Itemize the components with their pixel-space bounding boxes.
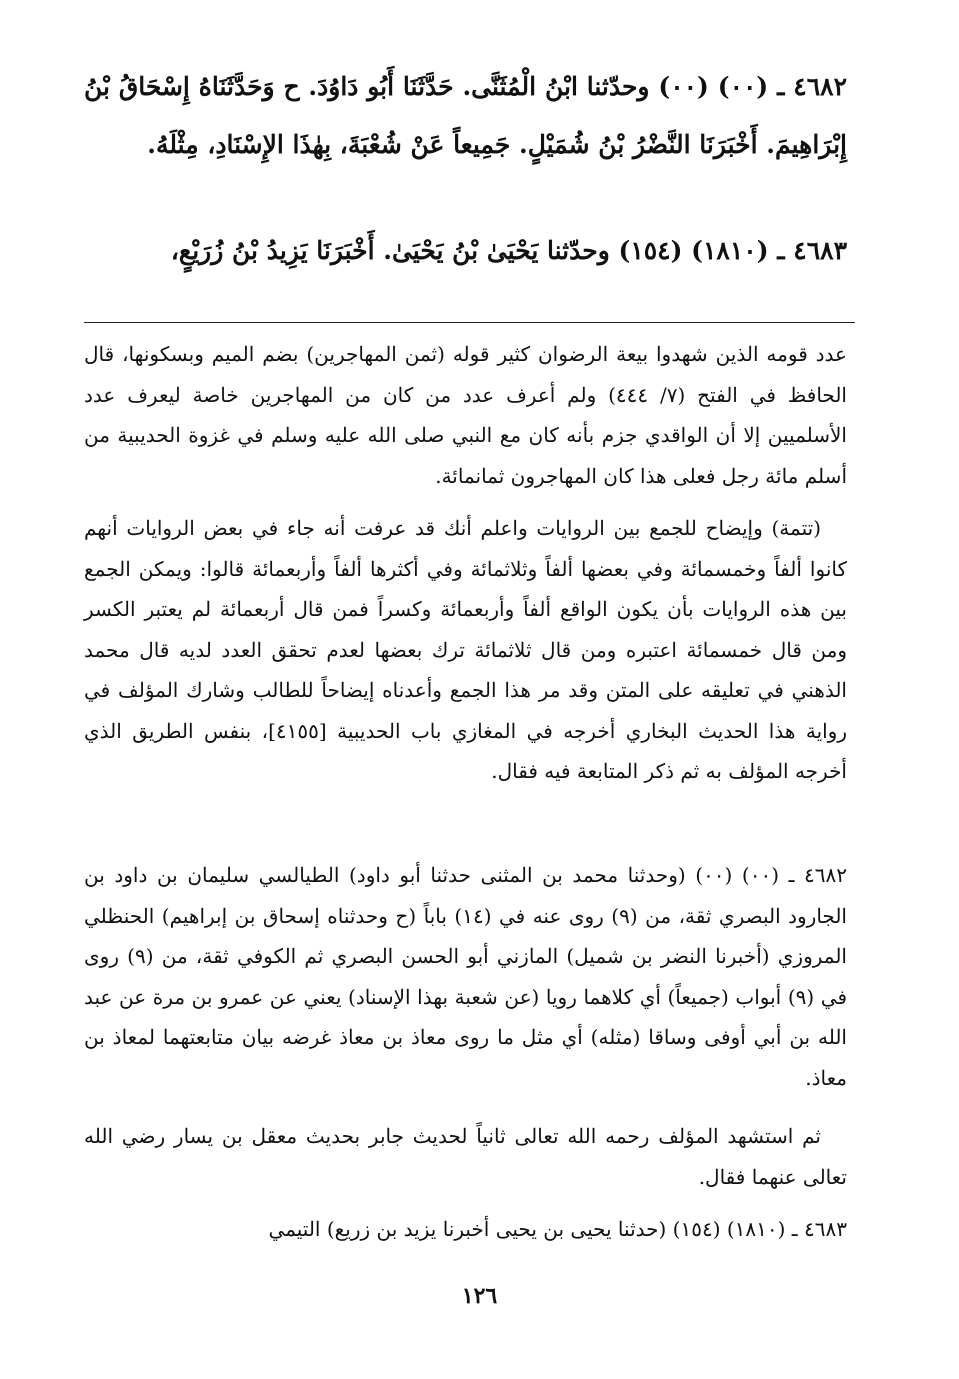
commentary-paragraph-istishhad: ثم استشهد المؤلف رحمه الله تعالى ثانياً لحديث جابر بحديث معقل بن يسار رضي الله تعالى عنهما فقال. xyxy=(84,1124,847,1189)
commentary-paragraph-4682: ٤٦٨٢ ـ (٠٠) (٠٠) (وحدثنا محمد بن المثنى حدثنا أبو داود) الطيالسي سليمان بن داود بن الجارود البصري ثقة، من (٩) روى عنه في (١٤) باباً (ح وحدثناه إسحاق بن إبراهيم) الحنظلي المروزي (أخبرنا النضر بن شميل) المازني أبو الحسن البصري ثم الكوفي ثقة، من (٩) روى في (٩) أبواب (جميعاً) أي كلاهما رويا (عن شعبة بهذا الإسناد) يعني عن عمرو بن مرة عن عبد الله بن أبي أوفى وساقا (مثله) أي مثل ما روى معاذ بن معاذ غرضه بيان متابعتهما لمعاذ بن معاذ. xyxy=(84,863,848,1090)
commentary-paragraph-4683: ٤٦٨٣ ـ (١٨١٠) (١٥٤) (حدثنا يحيى بن يحيى أخبرنا يزيد بن زريع) التيمي xyxy=(268,1217,847,1241)
hadith-4683-text: ٤٦٨٣ ـ (١٨١٠) (١٥٤) وحدّثنا يَحْيَىٰ بْنُ يَحْيَىٰ. أَخْبَرَنَا يَزِيدُ بْنُ زُرَيْعٍ، xyxy=(170,236,847,265)
commentary-paragraph-tatimma: (تتمة) وإيضاح للجمع بين الروايات واعلم أنك قد عرفت أنه جاء في بعض الروايات أنهم كانوا ألفاً وخمسمائة وفي بعضها ألفاً وثلاثمائة وفي أكثرها ألفاً وأربعمائة قالوا: ويمكن الجمع بين هذه الروايات بأن يكون الواقع ألفاً وأربعمائة وكسراً فمن قال أربعمائة لم يعتبر الكسر ومن قال خمسمائة اعتبره ومن قال ثلاثمائة ترك بعضها لعدم تحقق العدد لديه قال محمد الذهني في تعليقه على المتن وقد مر هذا الجمع وأعدناه إيضاحاً للطالب وشارك المؤلف في رواية هذا الحديث البخاري أخرجه في المغازي باب الحديبية [٤١٥٥]، بنفس الطريق الذي أخرجه المؤلف به ثم ذكر المتابعة فيه فقال. xyxy=(84,516,848,783)
page-number: ١٢٦ xyxy=(461,1283,498,1309)
hadith-4682-text: ٤٦٨٢ ـ (٠٠) (٠٠) وحدّثنا ابْنُ الْمُثَنَّى. حَدَّثَنَا أَبُو دَاوُدَ. ح وَحَدَّثَنَاهُ إِسْحَاقُ بْنُ إِبْرَاهِيمَ. أَخْبَرَنَا النَّضْرُ بْنُ شُمَيْلٍ. جَمِيعاً عَنْ شُعْبَةَ، بِهٰذَا الإِسْنَادِ، مِثْلَهُ. xyxy=(84,72,847,159)
commentary-paragraph-ridwan: عدد قومه الذين شهدوا بيعة الرضوان كثير قوله (ثمن المهاجرين) بضم الميم وبسكونها، قال الحافظ في الفتح (٧/ ٤٤٤) ولم أعرف عدد من كان من المهاجرين خاصة ليعرف عدد الأسلميين إلا أن الواقدي جزم بأنه كان مع النبي صلى الله عليه وسلم في غزوة الحديبية من أسلم مائة رجل فعلى هذا كان المهاجرون ثمانمائة. xyxy=(84,342,847,488)
footnote-divider xyxy=(84,322,855,323)
